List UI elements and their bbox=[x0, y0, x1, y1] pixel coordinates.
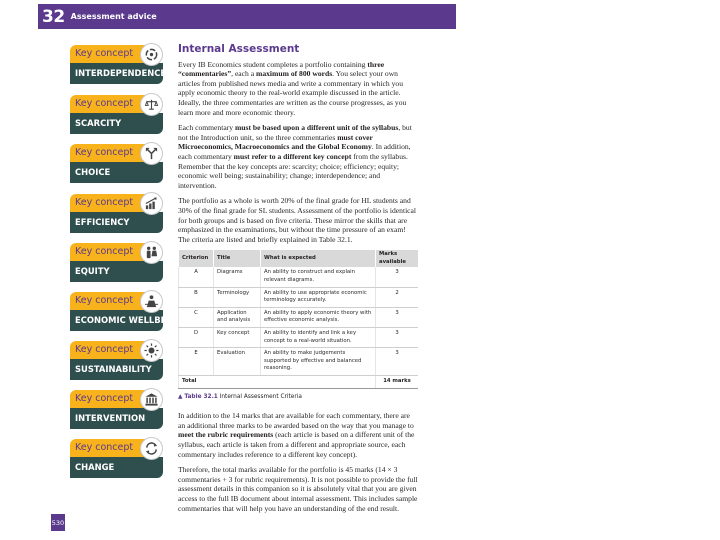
table-row bbox=[179, 348, 419, 376]
key-concept-label: Key concept bbox=[75, 98, 134, 109]
page-number: 530 bbox=[51, 514, 65, 531]
table-header: Marks available bbox=[376, 250, 419, 267]
main-content bbox=[178, 45, 418, 519]
key-concept-label: Key concept bbox=[75, 295, 134, 306]
key-concept-name: INTERVENTION bbox=[75, 413, 146, 423]
criterion-cell: C bbox=[179, 307, 214, 327]
chapter-header bbox=[38, 4, 456, 29]
criterion-cell: B bbox=[179, 287, 214, 307]
paragraph-weighting: The portfolio as a whole is worth 20% of the final grade for HL students and 30% of the final grade for SL students. Assessment of the portfolio is identical for both groups and is based on five criteria. These mirror the skills that are emphasized in the examinations, but without the time pressure of an exam! The criteria are listed and briefly explained in Table 32.1. bbox=[178, 196, 417, 244]
key-concept-equity bbox=[70, 243, 163, 283]
total-label: Total bbox=[179, 376, 376, 389]
key-concept-label: Key concept bbox=[75, 246, 134, 257]
key-concept-label: Key concept bbox=[75, 442, 134, 453]
key-concept-interdependence bbox=[70, 45, 167, 85]
wellbeing-icon bbox=[140, 290, 163, 313]
marks-cell: 3 bbox=[376, 307, 419, 327]
criterion-cell: D bbox=[179, 328, 214, 348]
marks-cell: 3 bbox=[376, 267, 419, 287]
key-concept-name: EQUITY bbox=[75, 266, 110, 276]
expected-cell: An ability to make judgements supported by effective and balanced reasoning. bbox=[261, 348, 376, 376]
table-row bbox=[179, 267, 419, 287]
caption-triangle-icon: ▲ bbox=[178, 393, 183, 400]
government-building-icon bbox=[140, 388, 163, 411]
key-concept-intervention bbox=[70, 390, 163, 430]
key-concept-name: SCARCITY bbox=[75, 118, 122, 128]
people-icon bbox=[140, 241, 163, 264]
key-concept-label: Key concept bbox=[75, 344, 134, 355]
key-concept-name: CHOICE bbox=[75, 167, 111, 177]
criterion-cell: A bbox=[179, 267, 214, 287]
title-cell: Key concept bbox=[214, 328, 261, 348]
title-cell: Application and analysis bbox=[214, 307, 261, 327]
key-concept-label: Key concept bbox=[75, 197, 134, 208]
key-concept-label: Key concept bbox=[75, 48, 134, 59]
key-concept-scarcity bbox=[70, 95, 163, 135]
cycle-arrows-icon bbox=[140, 437, 163, 460]
scales-icon bbox=[140, 93, 163, 116]
section-title: Internal Assessment bbox=[178, 43, 300, 55]
key-concept-name: EFFICIENCY bbox=[75, 217, 130, 227]
marks-cell: 3 bbox=[376, 348, 419, 376]
table-row bbox=[179, 287, 419, 307]
table-header: What is expected bbox=[261, 250, 376, 267]
table-header: Criterion bbox=[179, 250, 214, 267]
bar-chart-icon bbox=[140, 192, 163, 215]
table-header-row bbox=[179, 250, 419, 267]
key-concept-name: CHANGE bbox=[75, 462, 115, 472]
paragraph-rubric: In addition to the 14 marks that are available for each commentary, there are an additional three marks to be awarded based on the way that you manage to meet the rubric requirements (each article is based on a different unit of the syllabus, each article is taken from a different and appropriate source, each commentary includes reference to a different key concept). bbox=[178, 411, 415, 459]
sun-icon bbox=[140, 339, 163, 362]
title-cell: Terminology bbox=[214, 287, 261, 307]
criterion-cell: E bbox=[179, 348, 214, 376]
key-concept-efficiency bbox=[70, 194, 163, 234]
table-total-row bbox=[179, 376, 419, 389]
marks-cell: 2 bbox=[376, 287, 419, 307]
expected-cell: An ability to apply economic theory with effective economic analysis. bbox=[261, 307, 376, 327]
chapter-title: Assessment advice bbox=[70, 12, 157, 21]
key-concept-change bbox=[70, 439, 163, 479]
table-header: Title bbox=[214, 250, 261, 267]
choice-icon bbox=[140, 142, 163, 165]
table-caption: ▲ Table 32.1 Internal Assessment Criteria bbox=[178, 393, 302, 400]
paragraph-intro: Every IB Economics student completes a portfolio containing three “commentaries”, each a maximum of 800 words. You select your own articles from published news media and write a commentary in which you apply economic theory to the real-world example discussed in the article. Ideally, the three commentaries are written as the course progresses, as you learn more and more economic theory. bbox=[178, 59, 407, 117]
paragraph-total: Therefore, the total marks available for the portfolio is 45 marks (14 × 3 commentaries + 3 for rubric requirements). It is not possible to provide the full assessment details in this companion so it is absolutely vital that you are given access to the full IB document about internal assessment. This includes sample commentaries that will help you have an understanding of the end result. bbox=[178, 465, 418, 513]
table-row bbox=[179, 328, 419, 348]
title-cell: Evaluation bbox=[214, 348, 261, 376]
key-concept-name: ECONOMIC WELLBEING bbox=[75, 315, 184, 325]
key-concept-economic-wellbeing bbox=[70, 292, 184, 332]
marks-cell: 3 bbox=[376, 328, 419, 348]
key-concept-name: INTERDEPENDENCE bbox=[75, 68, 167, 78]
interdependence-icon bbox=[140, 43, 163, 66]
expected-cell: An ability to construct and explain relevant diagrams. bbox=[261, 267, 376, 287]
table-row bbox=[179, 307, 419, 327]
key-concept-name: SUSTAINABILITY bbox=[75, 364, 152, 374]
paragraph-requirements: Each commentary must be based upon a different unit of the syllabus, but not the Introduction unit, so the three commentaries must cover Microeconomics, Macroeconomics and the Global Economy. In addition, each commentary must refer to a different key concept from the syllabus. Remember that the key concepts are: scarcity; choice; efficiency; equity; economic well being; sustainability; change; interdependence; and intervention. bbox=[178, 123, 412, 190]
key-concept-sustainability bbox=[70, 341, 163, 381]
criteria-table bbox=[178, 250, 418, 388]
key-concept-label: Key concept bbox=[75, 147, 134, 158]
title-cell: Diagrams bbox=[214, 267, 261, 287]
total-marks: 14 marks bbox=[376, 376, 419, 389]
key-concept-label: Key concept bbox=[75, 393, 134, 404]
chapter-number: 32 bbox=[42, 6, 65, 27]
expected-cell: An ability to identify and link a key concept to a real-world situation. bbox=[261, 328, 376, 348]
key-concept-choice bbox=[70, 144, 163, 184]
expected-cell: An ability to use appropriate economic terminology accurately. bbox=[261, 287, 376, 307]
